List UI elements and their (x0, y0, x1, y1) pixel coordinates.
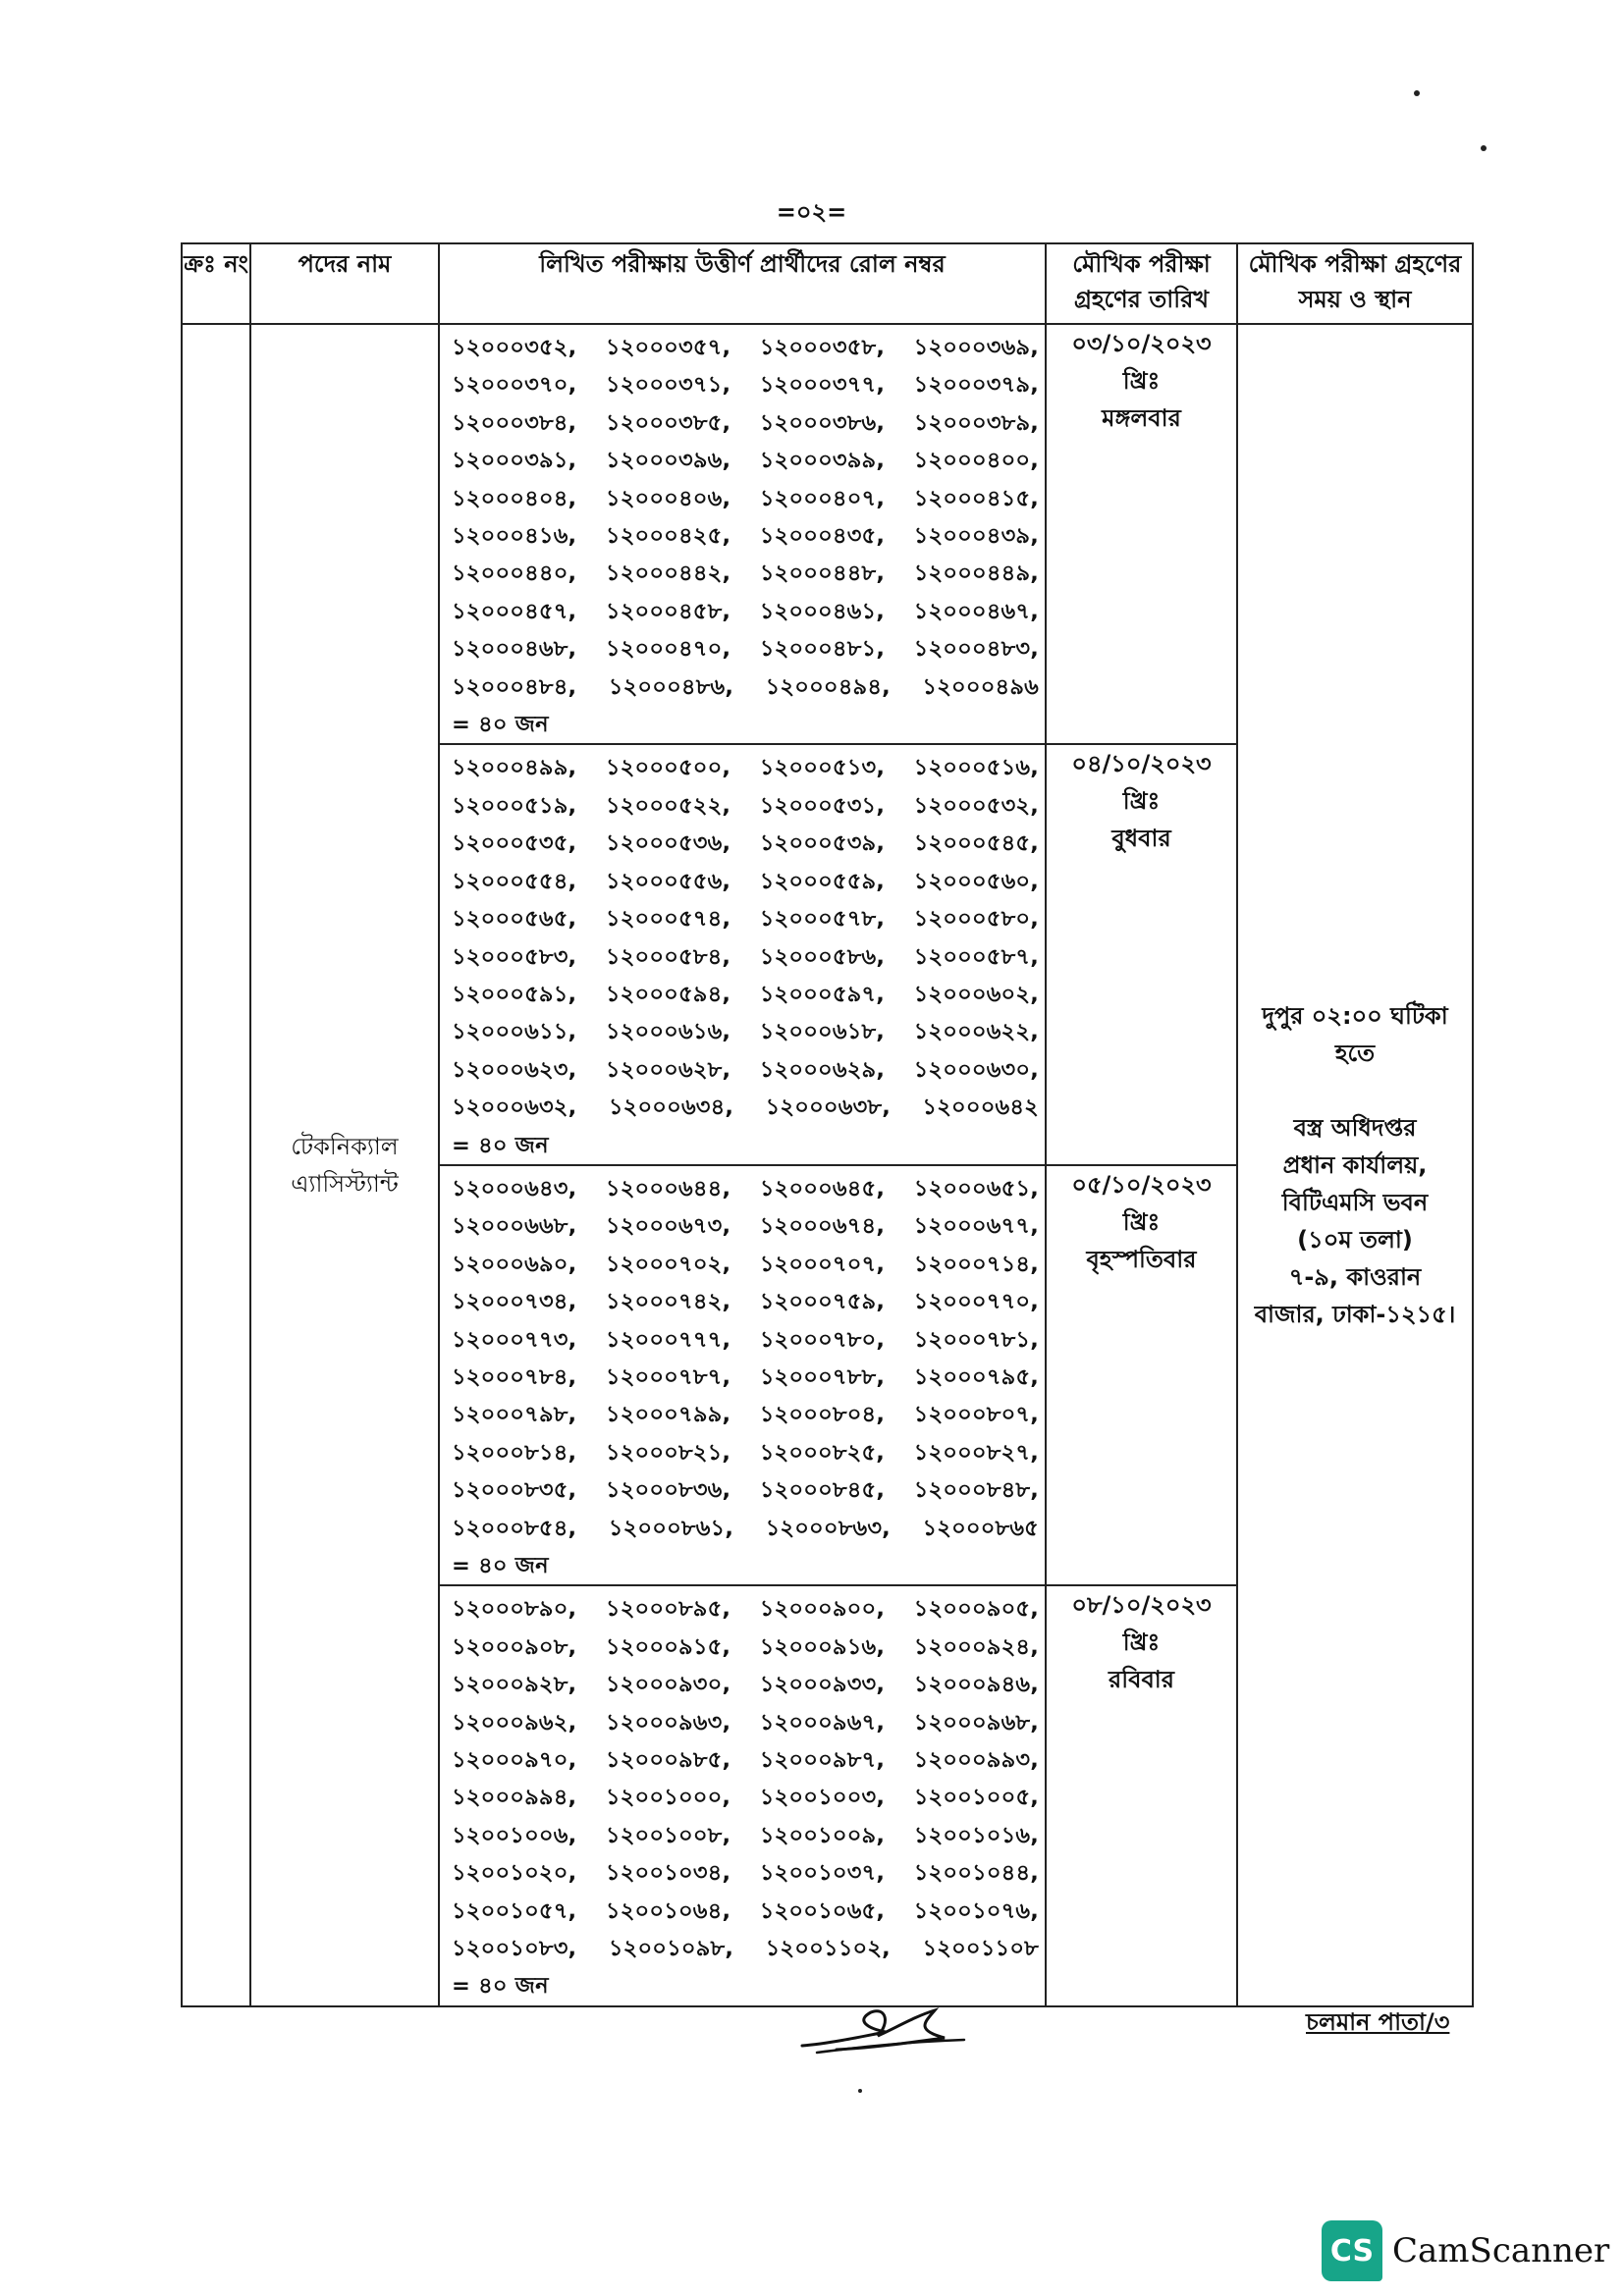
roll-number: ১২০০০৯০৫, (913, 1596, 1039, 1623)
roll-number: ১২০০০৩৭৯, (913, 372, 1039, 399)
roll-number: ১২০০০৩৫৭, (605, 335, 731, 360)
group-total: = ৪০ জন (452, 1973, 549, 2000)
roll-line (452, 1666, 1039, 1703)
roll-number: ১২০০০৪৯৬ (922, 673, 1039, 700)
signature (797, 1999, 974, 2071)
roll-number: ১২০০০৩৮৬, (759, 409, 886, 436)
roll-number: ১২০০০৬৪২ (922, 1095, 1039, 1121)
viva-day: বুধবার (1111, 825, 1171, 853)
roll-line (452, 1590, 1039, 1628)
roll-number: ১২০০০৫০০, (605, 755, 731, 781)
roll-line (452, 787, 1039, 825)
roll-number: ১২০০০৪৮১, (759, 636, 886, 663)
roll-line (452, 863, 1039, 900)
roll-number: ১২০০০৫১৩, (759, 755, 886, 781)
roll-line (452, 1246, 1039, 1283)
roll-number: ১২০০০৫৫৪, (452, 868, 577, 894)
header-post-name: পদের নাম (250, 243, 439, 324)
roll-list (440, 325, 1045, 743)
roll-number: ১২০০০৮১৪, (452, 1439, 577, 1466)
roll-line (452, 1629, 1039, 1666)
roll-number: ১২০০০৬৭৭, (913, 1213, 1039, 1240)
roll-number: ১২০০০৭৯৮, (452, 1402, 577, 1428)
viva-date: ০৮/১০/২০২৩ (1071, 1591, 1212, 1620)
roll-number: ১২০০০৯৬৮, (913, 1709, 1039, 1735)
roll-number: ১২০০০৫৯৭, (759, 981, 886, 1007)
roll-number: ১২০০০৬১৬, (605, 1019, 731, 1045)
roll-number: ১২০০০৪৪৮, (759, 561, 886, 587)
viva-era: খ্রিঃ (1122, 1207, 1161, 1236)
roll-number: ১২০০১০১৬, (913, 1822, 1039, 1848)
roll-line (452, 1471, 1039, 1509)
roll-number: ১২০০০৫১৬, (913, 755, 1039, 781)
roll-number: ১২০০০৪৭০, (605, 636, 731, 663)
roll-number: ১২০০০৩৫২, (452, 335, 577, 360)
roll-number: ১২০০০৪৯৯, (452, 755, 577, 781)
roll-line (452, 825, 1039, 862)
viva-date: ০৩/১০/২০২৩ (1071, 330, 1212, 357)
roll-number: ১২০০০৬১৮, (759, 1019, 886, 1045)
roll-number: ১২০০০৭৭৭, (605, 1326, 731, 1353)
roll-number: ১২০০০৬৪৪, (605, 1175, 731, 1201)
roll-line (452, 900, 1039, 937)
roll-line (452, 1396, 1039, 1433)
roll-number: ১২০০১০৯৮, (608, 1936, 734, 1962)
roll-line (452, 1207, 1039, 1245)
roll-number: ১২০০০৫৬৫, (452, 906, 577, 933)
roll-number: ১২০০০৫৫৬, (605, 868, 731, 894)
roll-number: ১২০০০৯১৫, (605, 1633, 731, 1660)
roll-number: ১২০০০৭৩৪, (452, 1289, 577, 1315)
roll-line (452, 1170, 1039, 1207)
venue-time-line: দুপুর ০২:০০ ঘটিকা (1262, 1001, 1448, 1030)
roll-number: ১২০০০৩৬৯, (913, 335, 1039, 360)
roll-number: ১২০০০৪৬১, (759, 598, 886, 624)
roll-number: ১২০০০৬৪৩, (452, 1175, 577, 1201)
roll-number: ১২০০১০২০, (452, 1860, 577, 1887)
post-name: টেকনিক্যাল এ্যাসিস্ট্যান্ট (291, 1132, 399, 1198)
roll-number: ১২০০০৪৪০, (452, 561, 577, 587)
camscanner-name: CamScanner (1392, 2231, 1610, 2270)
roll-number: ১২০০০৯৩৩, (759, 1672, 886, 1698)
roll-number: ১২০০০৯০০, (759, 1596, 886, 1623)
venue-place-line: বিটিএমসি ভবন (1281, 1188, 1429, 1216)
roll-number: ১২০০০৩৯১, (452, 448, 577, 474)
viva-era: খ্রিঃ (1122, 1629, 1161, 1657)
roll-number: ১২০০১১০৮ (922, 1936, 1039, 1962)
roll-number: ১২০০০৬২৮, (605, 1056, 731, 1083)
roll-number: ১২০০১০০৩, (759, 1785, 886, 1811)
roll-number: ১২০০০৩৮৫, (605, 409, 731, 436)
roll-number: ১২০০০৩৫৮, (759, 335, 886, 360)
camscanner-logo-icon: CS (1322, 2220, 1382, 2281)
roll-number: ১২০০০৮৪৮, (913, 1477, 1039, 1504)
roll-number: ১২০০০৯৬৭, (759, 1709, 886, 1735)
roll-list (440, 1166, 1045, 1584)
roll-number: ১২০০০৯৯৩, (913, 1747, 1039, 1774)
roll-number: ১২০০০৩৭৭, (759, 372, 886, 399)
roll-number: ১২০০০৩৯৬, (605, 448, 731, 474)
roll-number: ১২০০০৪৮৬, (608, 673, 734, 700)
roll-number: ১২০০০৯৯৪, (452, 1785, 577, 1811)
roll-number: ১২০০০৯৪৬, (913, 1672, 1039, 1698)
roll-line (452, 1930, 1039, 1967)
roll-number: ১২০০০৬৭৪, (759, 1213, 886, 1240)
viva-date: ০৫/১০/২০২৩ (1071, 1170, 1212, 1199)
roll-line (452, 329, 1039, 366)
table-row (182, 324, 1473, 744)
roll-line (452, 1817, 1039, 1854)
roll-number: ১২০০০৭৫৯, (759, 1289, 886, 1315)
roll-number: ১২০০০৫৩৬, (605, 830, 731, 857)
group-total: = ৪০ জন (452, 1132, 549, 1158)
roll-number: ১২০০০৭৮৪, (452, 1363, 577, 1390)
roll-number: ১২০০০৬৭৩, (605, 1213, 731, 1240)
roll-line (452, 1893, 1039, 1930)
header-roll-numbers: লিখিত পরীক্ষায় উত্তীর্ণ প্রার্থীদের রোল নম্বর (439, 243, 1046, 324)
roll-number: ১২০০০৪৩৫, (759, 523, 886, 550)
roll-number: ১২০০০৮২১, (605, 1439, 731, 1466)
roll-number: ১২০০০৯৬৩, (605, 1709, 731, 1735)
viva-day: বৃহস্পতিবার (1086, 1245, 1197, 1273)
viva-day: রবিবার (1109, 1666, 1174, 1694)
roll-number: ১২০০০৩৭১, (605, 372, 731, 399)
roll-number: ১২০০০৫৯৪, (605, 981, 731, 1007)
roll-numbers-cell (439, 744, 1046, 1164)
roll-number: ১২০০০৪০৭, (759, 485, 886, 511)
group-total: = ৪০ জন (452, 1553, 549, 1578)
venue-place-line: (১০ম তলা) (1297, 1225, 1413, 1254)
table-header-row (182, 243, 1473, 324)
roll-number: ১২০০০৭০৭, (759, 1251, 886, 1277)
roll-numbers-cell (439, 324, 1046, 744)
roll-number: ১২০০০৭১৪, (913, 1251, 1039, 1277)
camscanner-watermark (1322, 2220, 1609, 2281)
roll-number: ১২০০১০৫৭, (452, 1897, 577, 1924)
roll-number: ১২০০০৭৮১, (913, 1326, 1039, 1353)
roll-number: ১২০০০৫৩২, (913, 792, 1039, 819)
roll-number: ১২০০০৯২৪, (913, 1633, 1039, 1660)
scan-speck (1481, 145, 1487, 151)
roll-number: ১২০০০৮৫৪, (452, 1515, 577, 1541)
scan-speck (1414, 90, 1420, 96)
viva-date-cell (1046, 1585, 1237, 2005)
roll-number: ১২০০০৪৯৪, (765, 673, 891, 700)
roll-line (452, 517, 1039, 555)
roll-number: ১২০০০৬৫১, (913, 1175, 1039, 1201)
viva-era: খ্রিঃ (1122, 787, 1161, 816)
roll-number: ১২০০০৪৩৯, (913, 523, 1039, 550)
roll-number: ১২০০০৪৬৮, (452, 636, 577, 663)
viva-day: মঙ্গলবার (1102, 404, 1181, 432)
roll-number: ১২০০০৯১৬, (759, 1633, 886, 1660)
venue-cell (1237, 324, 1473, 2006)
venue-place-line: বস্ত্র অধিদপ্তর (1293, 1113, 1417, 1142)
continue-page-note: চলমান পাতা/৩ (1306, 2008, 1450, 2036)
roll-number: ১২০০০৪৮৩, (913, 636, 1039, 663)
roll-number: ১২০০০৭৮৮, (759, 1363, 886, 1390)
roll-number: ১২০০০৮৬১, (608, 1515, 734, 1541)
roll-number: ১২০০০৬৪৫, (759, 1175, 886, 1201)
roll-line (452, 1854, 1039, 1892)
roll-number: ১২০০০৯৮৭, (759, 1747, 886, 1774)
roll-line (452, 976, 1039, 1013)
roll-number: ১২০০০৭৮৭, (605, 1363, 731, 1390)
roll-number: ১২০০০৮৬৩, (765, 1515, 891, 1541)
roll-number: ১২০০০৭০২, (605, 1251, 731, 1277)
venue-place-line: প্রধান কার্যালয়, (1282, 1150, 1428, 1179)
roll-number: ১২০০০৬৩৮, (765, 1095, 891, 1121)
roll-number: ১২০০০৭৯৯, (605, 1402, 731, 1428)
roll-line (452, 1051, 1039, 1089)
roll-number: ১২০০১০৩৭, (759, 1860, 886, 1887)
roll-number: ১২০০০৫৮৪, (605, 943, 731, 970)
roll-line (452, 555, 1039, 592)
roll-number: ১২০০১০৩৪, (605, 1860, 731, 1887)
roll-number: ১২০০০৫৭৮, (759, 906, 886, 933)
roll-number: ১২০০১০০০, (605, 1785, 731, 1811)
roll-number: ১২০০০৮৩৫, (452, 1477, 577, 1504)
roll-number: ১২০০০৮৪৫, (759, 1477, 886, 1504)
roll-numbers-cell (439, 1165, 1046, 1585)
roll-number: ১২০০০৭৭৩, (452, 1326, 577, 1353)
roll-number: ১২০০০৪৫৮, (605, 598, 731, 624)
roll-number: ১২০০০৭৮০, (759, 1326, 886, 1353)
viva-date-cell (1046, 324, 1237, 744)
roll-number: ১২০০০৯০৮, (452, 1633, 577, 1660)
roll-number: ১২০০০৮২৭, (913, 1439, 1039, 1466)
roll-line (452, 749, 1039, 786)
roll-number: ১২০০১০০৫, (913, 1785, 1039, 1811)
roll-number: ১২০০০৪১৫, (913, 485, 1039, 511)
roll-line (452, 1013, 1039, 1050)
roll-list (440, 745, 1045, 1163)
roll-list (440, 1586, 1045, 2004)
roll-number: ১২০০০৪০৪, (452, 485, 577, 511)
roll-number: ১২০০০৪৬৭, (913, 598, 1039, 624)
roll-number: ১২০০০৪৮৪, (452, 673, 577, 700)
roll-number: ১২০০০৫৬০, (913, 868, 1039, 894)
viva-date: ০৪/১০/২০২৩ (1071, 750, 1212, 778)
roll-number: ১২০০০৫৮৭, (913, 943, 1039, 970)
roll-number: ১২০০১০০৮, (605, 1822, 731, 1848)
results-table (181, 242, 1474, 2007)
roll-number: ১২০০১০৬৫, (759, 1897, 886, 1924)
venue-time-line: হতে (1334, 1039, 1376, 1067)
roll-number: ১২০০০৩৮৯, (913, 409, 1039, 436)
roll-line (452, 1741, 1039, 1779)
header-viva-time-place: মৌখিক পরীক্ষা গ্রহণের সময় ও স্থান (1237, 243, 1473, 324)
roll-line (452, 404, 1039, 442)
venue-place-line: বাজার, ঢাকা-১২১৫। (1254, 1300, 1456, 1328)
roll-number: ১২০০০৫১৯, (452, 792, 577, 819)
roll-number: ১২০০১০৮৩, (452, 1936, 577, 1962)
roll-number: ১২০০০৬৩২, (452, 1095, 577, 1121)
roll-line (452, 1704, 1039, 1741)
header-serial: ক্রঃ নং (182, 243, 250, 324)
roll-line (452, 1510, 1039, 1547)
roll-number: ১২০০০৪১৬, (452, 523, 577, 550)
roll-line (452, 1321, 1039, 1359)
roll-number: ১২০০০৯৩০, (605, 1672, 731, 1698)
roll-line (452, 630, 1039, 667)
group-total: = ৪০ জন (452, 712, 549, 738)
roll-number: ১২০০০৫৩৫, (452, 830, 577, 857)
roll-number: ১২০০১১০২, (765, 1936, 891, 1962)
roll-line (452, 668, 1039, 706)
roll-number: ১২০০০৮৯০, (452, 1596, 577, 1623)
header-viva-date: মৌখিক পরীক্ষা গ্রহণের তারিখ (1046, 243, 1237, 324)
roll-number: ১২০০০৬০২, (913, 981, 1039, 1007)
roll-number: ১২০০০৭৯৫, (913, 1363, 1039, 1390)
viva-date-cell (1046, 1165, 1237, 1585)
roll-number: ১২০০০৮০৪, (759, 1402, 886, 1428)
roll-number: ১২০০০৫৮০, (913, 906, 1039, 933)
roll-number: ১২০০০৪৫৭, (452, 598, 577, 624)
roll-number: ১২০০০৫৫৯, (759, 868, 886, 894)
roll-line (452, 1434, 1039, 1471)
roll-line (452, 480, 1039, 517)
roll-line (452, 593, 1039, 630)
venue-place-line: ৭-৯, কাওরান (1288, 1262, 1422, 1291)
roll-number: ১২০০০৯৮৫, (605, 1747, 731, 1774)
roll-number: ১২০০০৮০৭, (913, 1402, 1039, 1428)
roll-numbers-cell (439, 1585, 1046, 2005)
roll-number: ১২০০০৬৯০, (452, 1251, 577, 1277)
post-name-cell (250, 324, 439, 2006)
roll-number: ১২০০০৩৮৪, (452, 409, 577, 436)
roll-number: ১২০০০৯৭০, (452, 1747, 577, 1774)
roll-line (452, 1359, 1039, 1396)
roll-number: ১২০০০৬২২, (913, 1019, 1039, 1045)
roll-line (452, 1779, 1039, 1816)
roll-number: ১২০০০৫৩১, (759, 792, 886, 819)
roll-number: ১২০০০৬২৯, (759, 1056, 886, 1083)
roll-number: ১২০০০৬৬৮, (452, 1213, 577, 1240)
roll-number: ১২০০০৮৩৬, (605, 1477, 731, 1504)
roll-line (452, 366, 1039, 403)
roll-number: ১২০০১০০৯, (759, 1822, 886, 1848)
roll-number: ১২০০০৯৬২, (452, 1709, 577, 1735)
roll-number: ১২০০০৩৭০, (452, 372, 577, 399)
roll-number: ১২০০০৫৮৩, (452, 943, 577, 970)
roll-line (452, 938, 1039, 976)
roll-line (452, 442, 1039, 479)
roll-number: ১২০০০৬২৩, (452, 1056, 577, 1083)
roll-line (452, 1283, 1039, 1320)
roll-number: ১২০০০৫২২, (605, 792, 731, 819)
roll-number: ১২০০০৪৪৯, (913, 561, 1039, 587)
roll-line (452, 1089, 1039, 1126)
roll-number: ১২০০০৪০০, (913, 448, 1039, 474)
roll-number: ১২০০০৯২৮, (452, 1672, 577, 1698)
roll-number: ১২০০০৪০৬, (605, 485, 731, 511)
roll-number: ১২০০১০৪৪, (913, 1860, 1039, 1887)
roll-number: ১২০০০৭৭০, (913, 1289, 1039, 1315)
roll-number: ১২০০০৫৩৯, (759, 830, 886, 857)
roll-number: ১২০০০৮৬৫ (922, 1515, 1039, 1541)
scan-speck (858, 2089, 862, 2093)
roll-number: ১২০০০৮২৫, (759, 1439, 886, 1466)
roll-number: ১২০০১০৭৬, (913, 1897, 1039, 1924)
roll-number: ১২০০০৫৭৪, (605, 906, 731, 933)
roll-number: ১২০০০৪৪২, (605, 561, 731, 587)
roll-number: ১২০০০৫৮৬, (759, 943, 886, 970)
roll-number: ১২০০১০০৬, (452, 1822, 577, 1848)
roll-number: ১২০০১০৬৪, (605, 1897, 731, 1924)
roll-number: ১২০০০৫৯১, (452, 981, 577, 1007)
roll-number: ১২০০০৬১১, (452, 1019, 577, 1045)
roll-number: ১২০০০৩৯৯, (759, 448, 886, 474)
roll-number: ১২০০০৬৩৪, (608, 1095, 734, 1121)
roll-number: ১২০০০৮৯৫, (605, 1596, 731, 1623)
viva-era: খ্রিঃ (1122, 367, 1161, 395)
roll-number: ১২০০০৬৩০, (913, 1056, 1039, 1083)
roll-number: ১২০০০৭৪২, (605, 1289, 731, 1315)
roll-number: ১২০০০৫৪৫, (913, 830, 1039, 857)
page-number: =০২= (776, 198, 847, 226)
viva-date-cell (1046, 744, 1237, 1164)
serial-cell (182, 324, 250, 2006)
roll-number: ১২০০০৪২৫, (605, 523, 731, 550)
